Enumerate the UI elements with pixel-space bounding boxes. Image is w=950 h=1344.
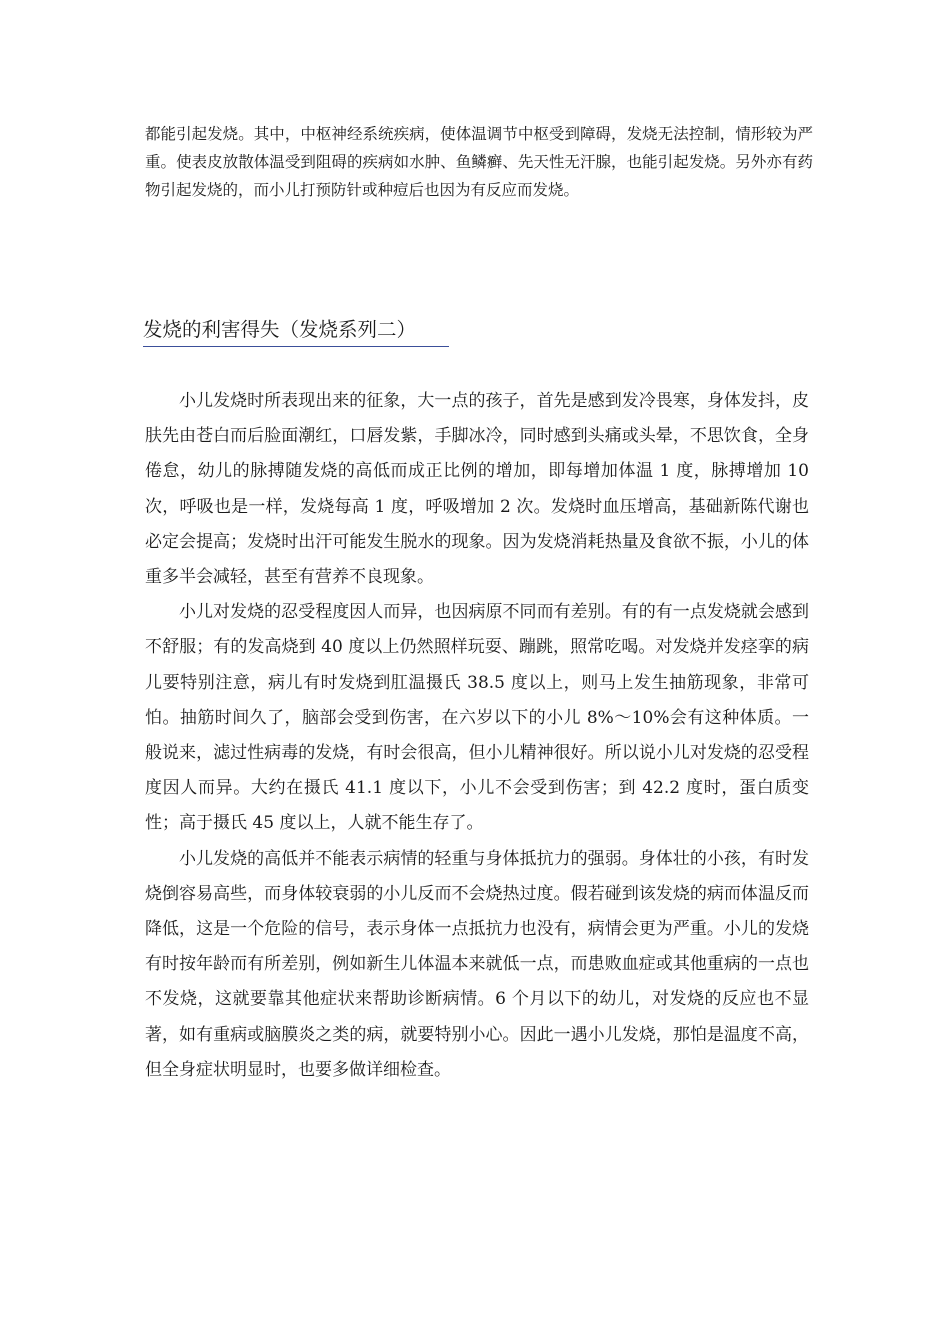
intro-paragraph: 都能引起发烧。其中，中枢神经系统疾病，使体温调节中枢受到障碍，发烧无法控制，情形较为严重。使表皮放散体温受到阻碍的疾病如水肿、鱼鳞癣、先天性无汗腺，也能引起发烧。另外亦有药物引起发烧的，而小儿打预防针或种痘后也因为有反应而发烧。 [145, 125, 813, 199]
article-title: 发烧的利害得失（发烧系列二） [143, 318, 417, 341]
body-paragraph: 小儿对发烧的忍受程度因人而异，也因病原不同而有差别。有的有一点发烧就会感到不舒服；有的发高烧到 40 度以上仍然照样玩耍、蹦跳，照常吃喝。对发烧并发痉挛的病儿要特别注意，病儿有时发烧到肛温摄氏 38.5 度以上，则马上发生抽筋现象，非常可怕。抽筋时间久了，脑部会受到伤害，在六岁以下的小儿 8%～10%会有这种体质。一般说来，滤过性病毒的发烧，有时会很高，但小儿精神很好。所以说小儿对发烧的忍受程度因人而异。大约在摄氏 41.1 度以下，小儿不会受到伤害；到 42.2 度时，蛋白质变性；高于摄氏 45 度以上，人就不能生存了。 [145, 602, 809, 834]
intro-text-block [145, 120, 813, 204]
body-paragraph: 小儿发烧的高低并不能表示病情的轻重与身体抵抗力的强弱。身体壮的小孩，有时发烧倒容易高些，而身体较衰弱的小儿反而不会烧热过度。假若碰到该发烧的病而体温反而降低，这是一个危险的信号，表示身体一点抵抗力也没有，病情会更为严重。小儿的发烧有时按年龄而有所差别，例如新生儿体温本来就低一点，而患败血症或其他重病的一点也不发烧，这就要靠其他症状来帮助诊断病情。6 个月以下的幼儿，对发烧的反应也不显著，如有重病或脑膜炎之类的病，就要特别小心。因此一遇小儿发烧，那怕是温度不高，但全身症状明显时，也要多做详细检查。 [145, 848, 809, 1080]
article-heading-container [143, 316, 449, 347]
article-body [145, 384, 809, 1088]
body-paragraph: 小儿发烧时所表现出来的征象，大一点的孩子，首先是感到发冷畏寒，身体发抖，皮肤先由苍白而后脸面潮红，口唇发紫，手脚冰冷，同时感到头痛或头晕，不思饮食，全身倦怠，幼儿的脉搏随发烧的高低而成正比例的增加，即每增加体温 1 度，脉搏增加 10 次，呼吸也是一样，发烧每高 1 度，呼吸增加 2 次。发烧时血压增高，基础新陈代谢也必定会提高；发烧时出汗可能发生脱水的现象。因为发烧消耗热量及食欲不振，小儿的体重多半会减轻，甚至有营养不良现象。 [145, 391, 809, 588]
